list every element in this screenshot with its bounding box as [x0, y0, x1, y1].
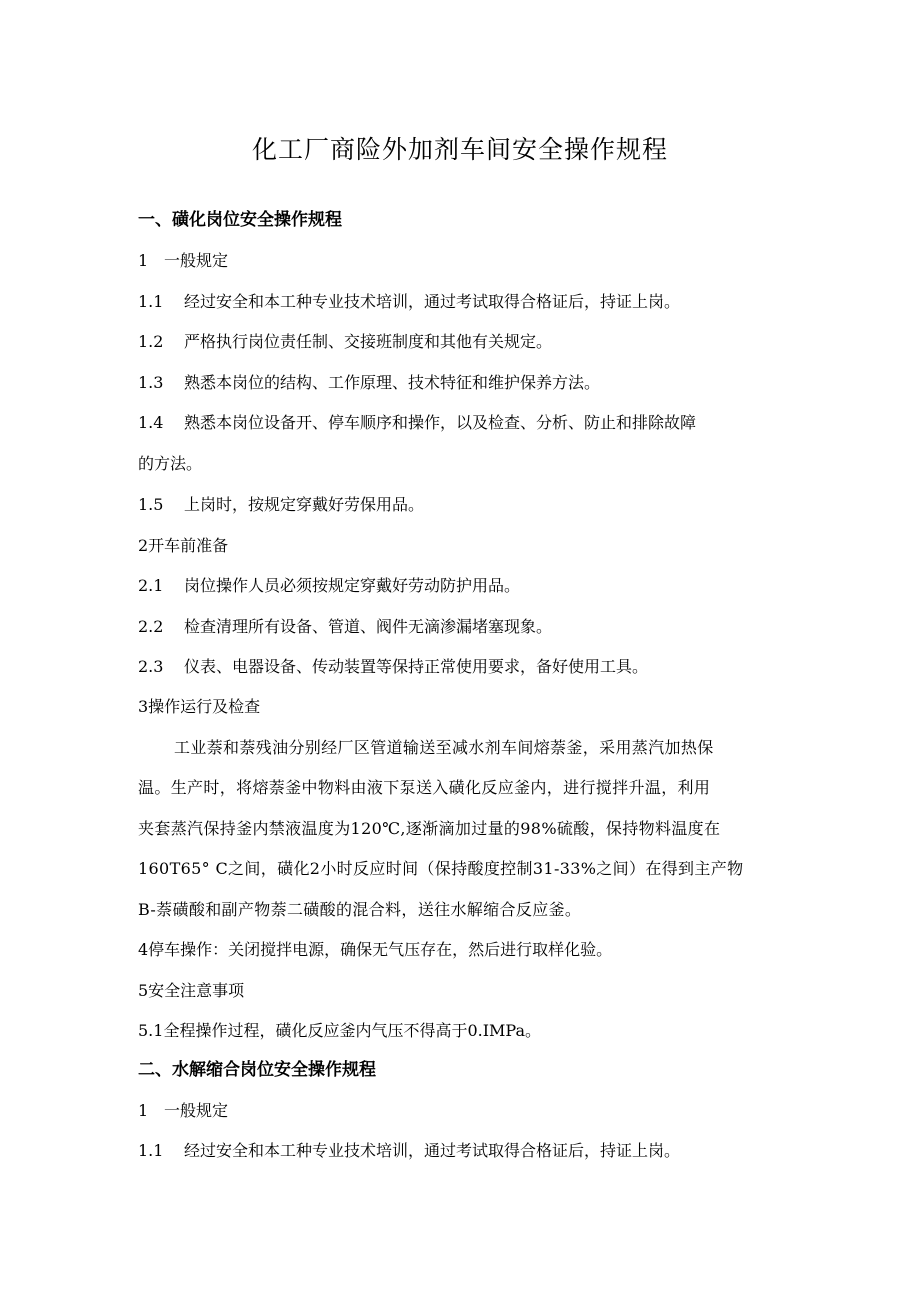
clause-2-2	[138, 616, 788, 638]
clause-number: 2.2	[138, 617, 164, 636]
operation-paragraph-line: B-萘磺酸和副产物萘二磺酸的混合料，送往水解缩合反应釜。	[138, 900, 582, 919]
clause-number: 1	[138, 251, 149, 270]
section-2-clause-1-1	[138, 1140, 788, 1162]
section-1-heading: 一、磺化岗位安全操作规程	[138, 210, 342, 230]
clause-text: 熟悉本岗位设备开、停车顺序和操作，以及检查、分析、防止和排除故障	[184, 413, 697, 432]
clause-text: 岗位操作人员必须按规定穿戴好劳动防护用品。	[184, 576, 521, 595]
clause-number: 1.5	[138, 495, 164, 514]
clause-number: 1.1	[138, 292, 164, 311]
clause-text: 严格执行岗位责任制、交接班制度和其他有关规定。	[184, 332, 553, 351]
clause-number: 2.1	[138, 576, 164, 595]
section-1-general-rule	[138, 250, 788, 272]
operation-paragraph-line: 工业萘和萘残油分别经厂区管道输送至减水剂车间熔萘釜，采用蒸汽加热保	[174, 738, 714, 757]
clause-1-4-continuation: 的方法。	[138, 454, 203, 473]
section-2-general-rule	[138, 1100, 788, 1122]
clause-number: 1	[138, 1101, 149, 1120]
operation-paragraph-line: 温。生产时，将熔萘釜中物料由液下泵送入磺化反应釜内，进行搅拌升温，利用	[138, 778, 711, 797]
clause-1-1	[138, 291, 788, 313]
clause-text: 检查清理所有设备、管道、阀件无滴渗漏堵塞现象。	[184, 617, 553, 636]
operation-paragraph-line: 160T65° C之间，磺化2小时反应时间（保持酸度控制31-33%之间）在得到主产物	[138, 859, 744, 878]
clause-number: 1.1	[138, 1141, 164, 1160]
clause-text: 仪表、电器设备、传动装置等保持正常使用要求，备好使用工具。	[184, 657, 649, 676]
clause-text: 上岗时，按规定穿戴好劳保用品。	[184, 495, 425, 514]
clause-text: 一般规定	[164, 1101, 229, 1120]
operation-heading: 3操作运行及检查	[138, 697, 261, 716]
clause-2-1	[138, 575, 788, 597]
operation-paragraph-line: 夹套蒸汽保持釜内禁液温度为120℃,逐渐滴加过量的98%硫酸，保持物料温度在	[138, 819, 721, 838]
clause-1-3	[138, 372, 788, 394]
clause-2-3	[138, 656, 788, 678]
safety-heading: 5安全注意事项	[138, 981, 245, 1000]
clause-number: 2.3	[138, 657, 164, 676]
clause-1-2	[138, 331, 788, 353]
document-title: 化工厂商险外加剂车间安全操作规程	[251, 135, 668, 164]
safety-clause-5-1: 5.1全程操作过程，磺化反应釜内气压不得高于0.IMPa。	[138, 1021, 542, 1040]
clause-number: 1.4	[138, 413, 164, 432]
prep-heading: 2开车前准备	[138, 536, 229, 555]
clause-text: 经过安全和本工种专业技术培训，通过考试取得合格证后，持证上岗。	[184, 1141, 681, 1160]
clause-number: 1.3	[138, 373, 164, 392]
clause-number: 1.2	[138, 332, 164, 351]
clause-1-5	[138, 494, 788, 516]
stop-operation-line: 4停车操作：关闭搅拌电源，确保无气压存在，然后进行取样化验。	[138, 940, 613, 959]
clause-text: 一般规定	[164, 251, 229, 270]
clause-text: 经过安全和本工种专业技术培训，通过考试取得合格证后，持证上岗。	[184, 292, 681, 311]
clause-1-4	[138, 412, 788, 434]
section-2-heading: 二、水解缩合岗位安全操作规程	[138, 1060, 376, 1080]
clause-text: 熟悉本岗位的结构、工作原理、技术特征和维护保养方法。	[184, 373, 601, 392]
